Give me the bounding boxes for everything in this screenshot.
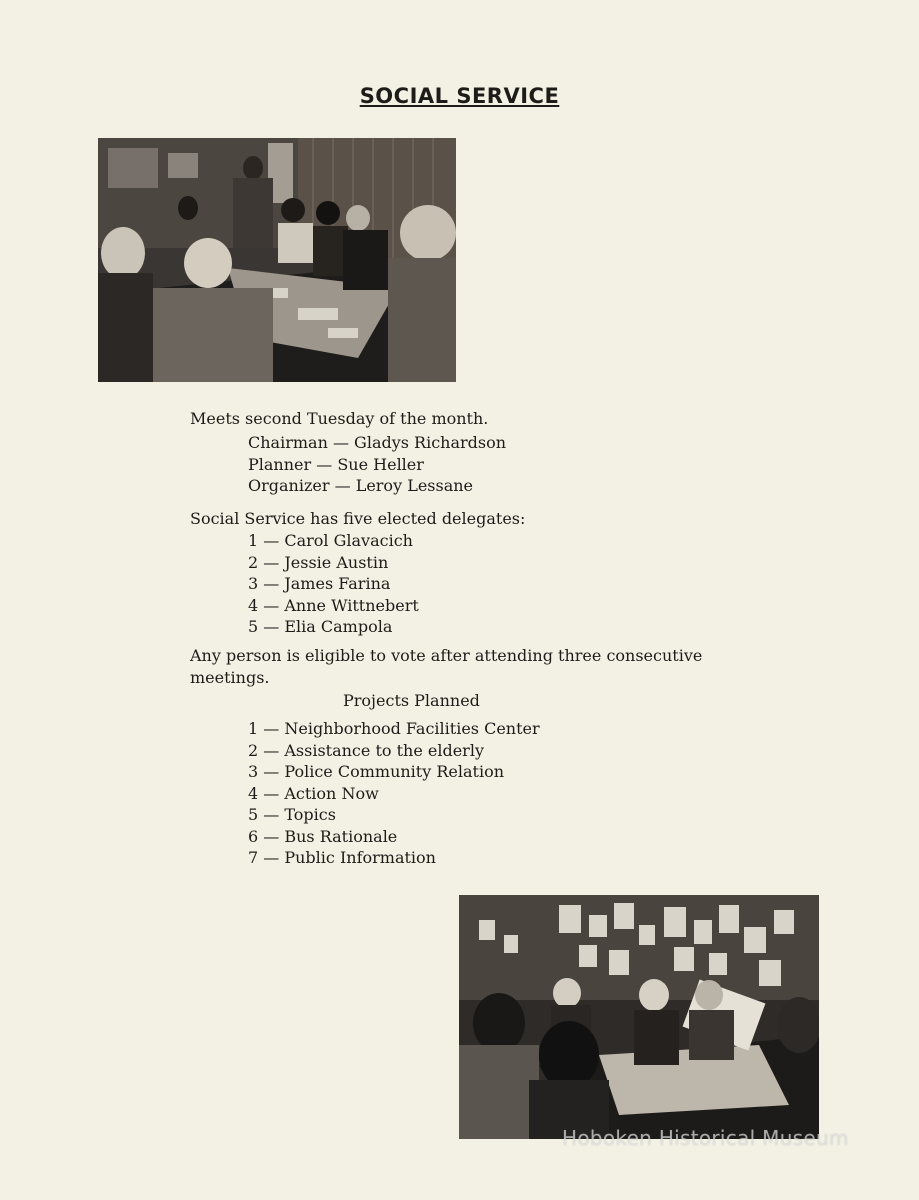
list-item: 1 — Neighborhood Facilities Center — [248, 719, 540, 738]
list-item: 6 — Bus Rationale — [248, 826, 398, 846]
meeting-photo-top — [98, 138, 456, 382]
list-item: 7 — Public Information — [248, 848, 436, 867]
list-item: 3 — James Farina — [248, 574, 391, 593]
officers-list — [190, 432, 506, 497]
delegates-intro: Social Service has five elected delegates: — [190, 509, 526, 528]
projects-list — [190, 718, 540, 869]
list-item: 5 — Elia Campola — [248, 617, 393, 636]
meeting-schedule: Meets second Tuesday of the month. — [190, 409, 489, 428]
list-item: 4 — Action Now — [248, 783, 379, 803]
watermark: Hoboken Historical Museum — [562, 1126, 849, 1150]
officer-planner: Planner — Sue Heller — [248, 454, 424, 474]
projects-heading: Projects Planned — [343, 691, 480, 710]
meeting-photo-bottom — [459, 895, 819, 1139]
officer-chairman: Chairman — Gladys Richardson — [248, 433, 507, 452]
list-item: 2 — Jessie Austin — [248, 552, 389, 572]
delegates-list — [190, 530, 419, 638]
list-item: 1 — Carol Glavacich — [248, 531, 413, 550]
list-item: 2 — Assistance to the elderly — [248, 740, 484, 760]
list-item: 4 — Anne Wittnebert — [248, 595, 419, 615]
list-item: 5 — Topics — [248, 805, 336, 824]
page-title: SOCIAL SERVICE — [359, 84, 560, 108]
list-item: 3 — Police Community Relation — [248, 762, 505, 781]
eligibility-text: Any person is eligible to vote after attending three consecutive meetings. — [190, 646, 703, 687]
officer-organizer: Organizer — Leroy Lessane — [248, 476, 474, 495]
